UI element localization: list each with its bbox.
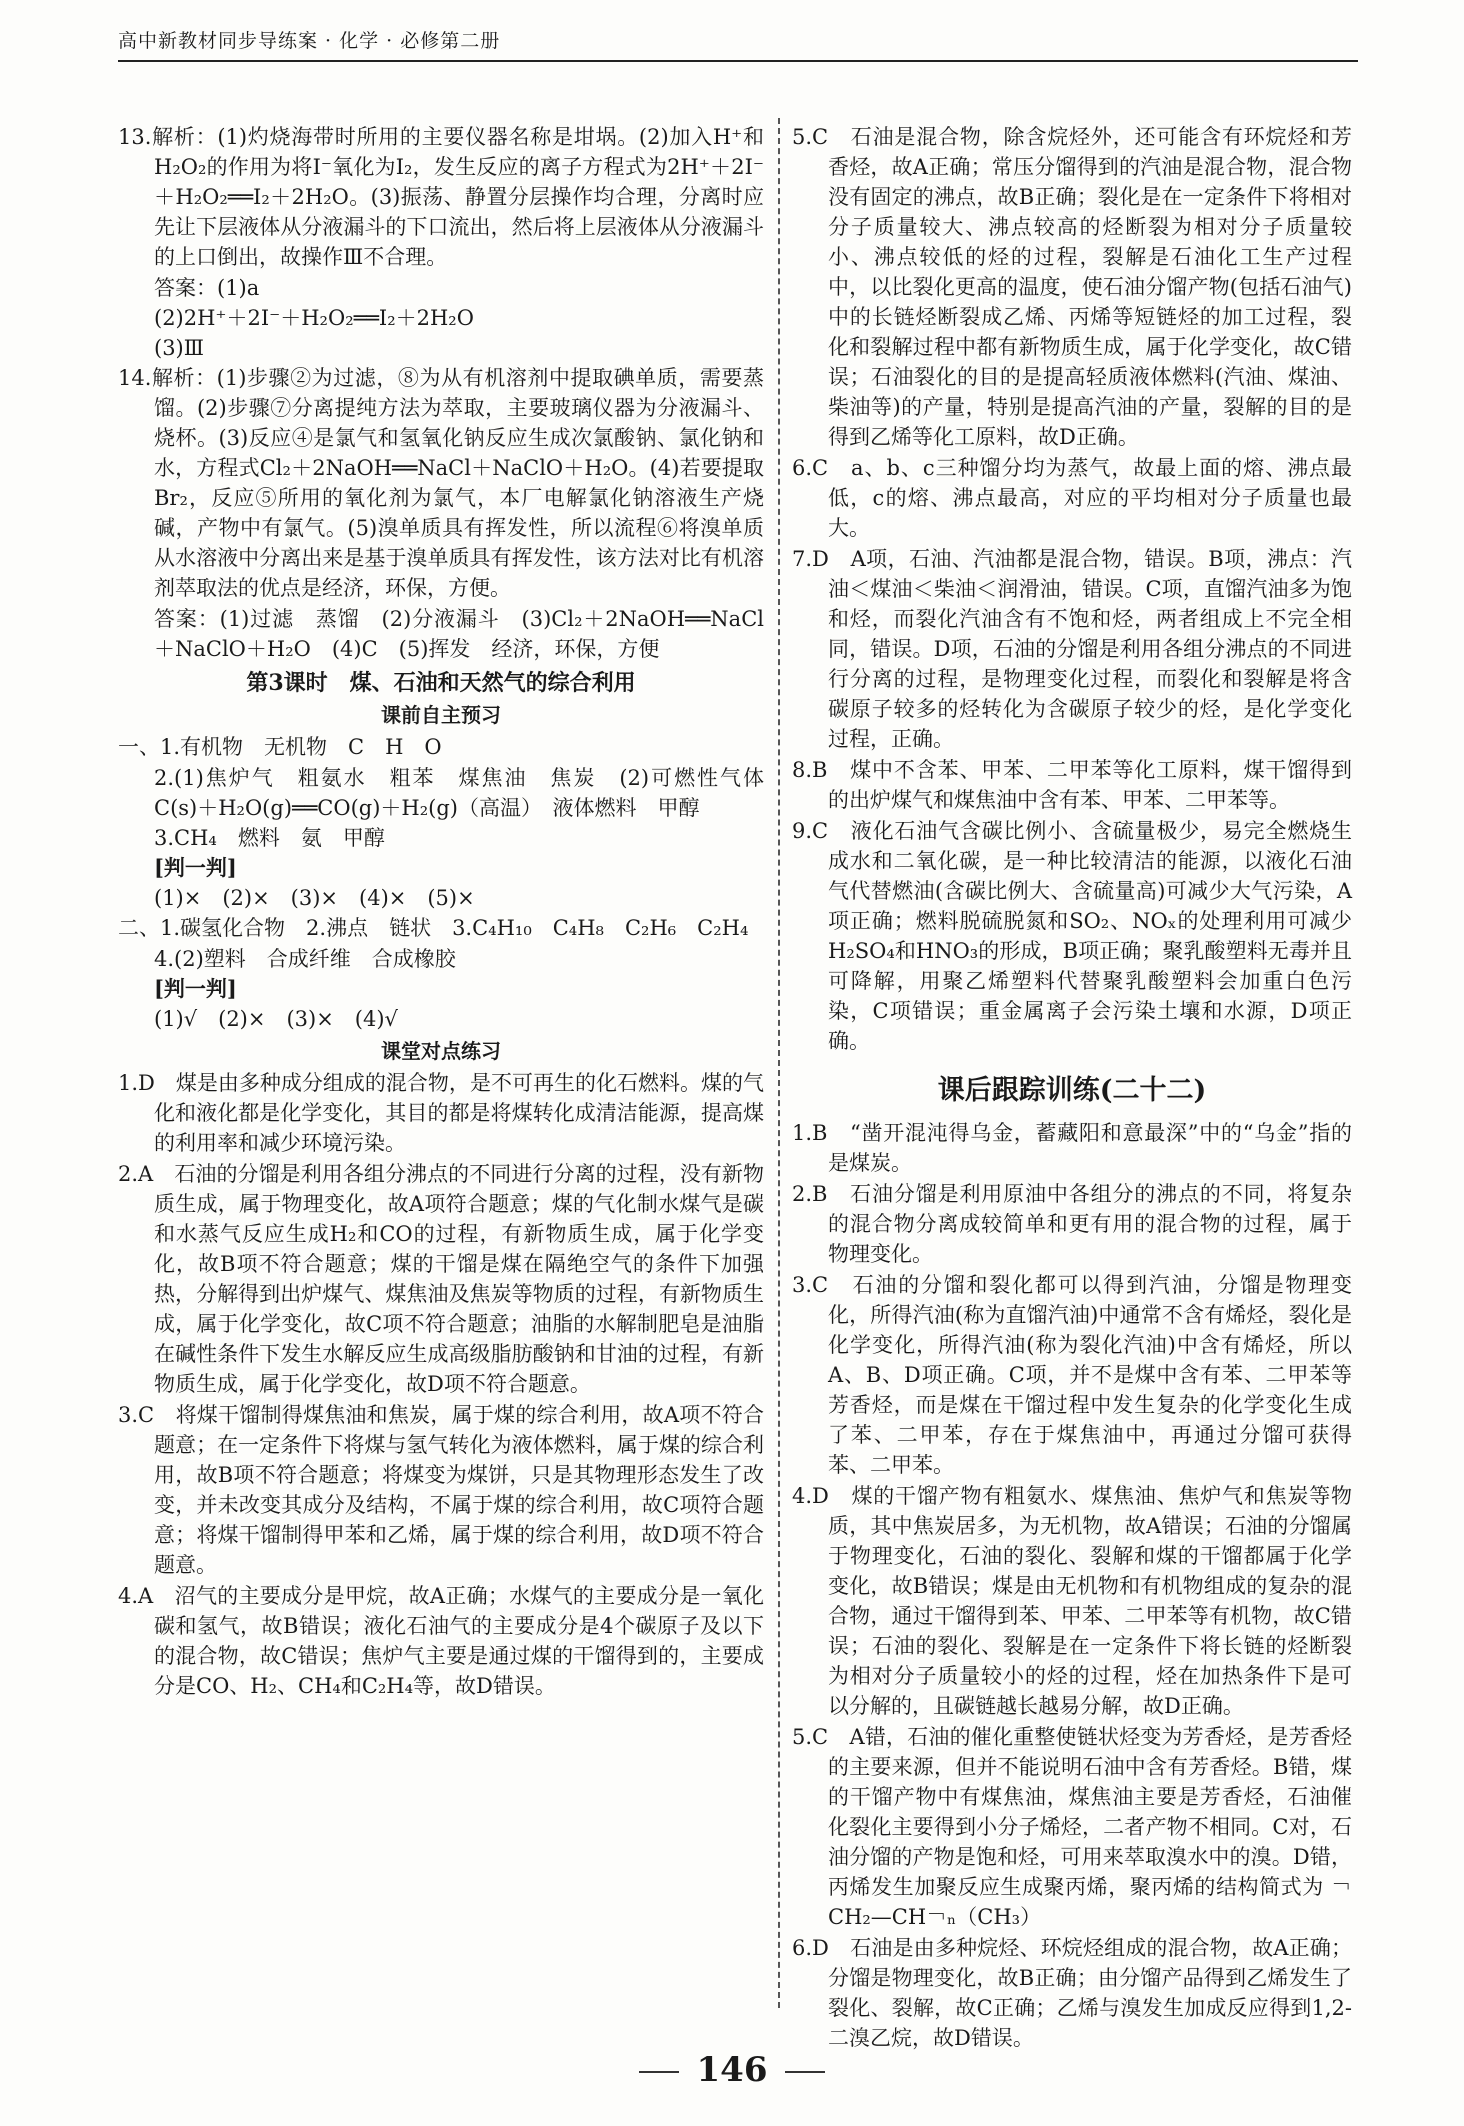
after-class-answer-6: 6.D 石油是由多种烷烃、环烷烃组成的混合物，故A正确；分馏是物理变化，故B正确；由分馏产品得到乙烯发生了裂化、裂解，故C正确；乙烯与溴发生加成反应得到1,2-二溴乙烷，故D错误。 [792,1936,1352,2050]
right-column [792,122,1352,2054]
classroom-answer-6: 6.C a、b、c三种馏分均为蒸气，故最上面的熔、沸点最低，c的熔、沸点最高，对应的平均相对分子质量也最大。 [792,456,1352,540]
preview-2-4: 4.(2)塑料 合成纤维 合成橡胶 [154,947,456,971]
page-number-value: 146 [696,2050,768,2090]
after-class-answer-2: 2.B 石油分馏是利用原油中各组分的沸点的不同，将复杂的混合物分离成较简单和更有用的混合物的过程，属于物理变化。 [792,1182,1352,1266]
after-class-answer-3: 3.C 石油的分馏和裂化都可以得到汽油，分馏是物理变化，所得汽油(称为直馏汽油)中通常不含有烯烃，裂化是化学变化，所得汽油(称为裂化汽油)中含有烯烃，所以A、B、D项正确。C项，并不是煤中含有苯、二甲苯等芳香烃，而是煤在干馏过程中发生复杂的化学变化生成了苯、二甲苯，存在于煤焦油中，再通过分馏可获得苯、二甲苯。 [792,1273,1352,1477]
answer-13-key-3: (3)Ⅲ [154,336,204,360]
after-class-answer-4: 4.D 煤的干馏产物有粗氨水、煤焦油、焦炉气和焦炭等物质，其中焦炭居多，为无机物，故A错误；石油的分馏属于物理变化，石油的裂化、裂解和煤的干馏都属于化学变化，故B错误；煤是由无机物和有机物组成的复杂的混合物，通过干馏得到苯、甲苯、二甲苯等有机物，故C错误；石油的裂化、裂解是在一定条件下将长链的烃断裂为相对分子质量较小的烃的过程，烃在加热条件下是可以分解的，且碳链越长越易分解，故D正确。 [792,1484,1352,1718]
after-class-answer-1: 1.B “凿开混沌得乌金，蓄藏阳和意最深”中的“乌金”指的是煤炭。 [792,1121,1352,1175]
column-divider [778,118,780,2008]
header-rule [118,60,1358,62]
classroom-answer-8: 8.B 煤中不含苯、甲苯、二甲苯等化工原料，煤干馏得到的出炉煤气和煤焦油中含有苯、甲苯、二甲苯等。 [792,758,1352,812]
left-column [118,122,785,1702]
preview-2-1: 二、1.碳氢化合物 2.沸点 链状 3.C₄H₁₀ C₄H₈ C₂H₆ C₂H₄ [118,916,749,940]
classroom-answer-9: 9.C 液化石油气含碳比例小、含硫量极少，易完全燃烧生成水和二氧化碳，是一种比较清洁的能源，以液化石油气代替燃油(含碳比例大、含硫量高)可减少大气污染，A项正确；燃料脱硫脱氮和SO₂、NOₓ的处理利用可减少H₂SO₄和HNO₃的形成，B项正确；聚乳酸塑料无毒并且可降解，用聚乙烯塑料代替聚乳酸塑料会加重白色污染，C项错误；重金属离子会污染土壤和水源，D项正确。 [792,819,1352,1053]
preview-1-2: 2.(1)焦炉气 粗氨水 粗苯 煤焦油 焦炭 (2)可燃性气体 C(s)＋H₂O(g)══CO(g)＋H₂(g)（高温） 液体燃料 甲醇 [154,766,785,820]
preview-heading: 课前自主预习 [381,703,501,727]
judge-answers-1: (1)× (2)× (3)× (4)× (5)× [154,886,475,910]
after-class-answer-5: 5.C A错，石油的催化重整使链状烃变为芳香烃，是芳香烃的主要来源，但并不能说明石油中含有芳香烃。B错，煤的干馏产物中有煤焦油，煤焦油主要是芳香烃，石油催化裂化主要得到小分子烯烃，二者产物不相同。C对，石油分馏的产物是饱和烃，可用来萃取溴水中的溴。D错，丙烯发生加聚反应生成聚丙烯，聚丙烯的结构简式为 ￢CH₂—CH￢ₙ（CH₃） [792,1725,1352,1929]
classroom-heading: 课堂对点练习 [381,1039,501,1063]
page-number [0,2050,1464,2090]
judge-heading-2: [判一判] [154,976,237,1001]
classroom-answer-4: 4.A 沼气的主要成分是甲烷，故A正确；水煤气的主要成分是一氧化碳和氢气，故B错误；液化石油气的主要成分是4个碳原子及以下的混合物，故C错误；焦炉气主要是通过煤的干馏得到的，主要成分是CO、H₂、CH₄和C₂H₄等，故D错误。 [118,1584,764,1698]
page-number-dash-right [785,2071,825,2073]
answer-13-key-1: 答案：(1)a [154,276,260,300]
classroom-answer-2: 2.A 石油的分馏是利用各组分沸点的不同进行分离的过程，没有新物质生成，属于物理变化，故A项符合题意；煤的气化制水煤气是碳和水蒸气反应生成H₂和CO的过程，有新物质生成，属于化学变化，故B项不符合题意；煤的干馏是煤在隔绝空气的条件下加强热，分解得到出炉煤气、煤焦油及焦炭等物质的过程，有新物质生成，属于化学变化，故C项不符合题意；油脂的水解制肥皂是油脂在碱性条件下发生水解反应生成高级脂肪酸钠和甘油的过程，有新物质生成，属于化学变化，故D项不符合题意。 [118,1162,764,1396]
preview-1-3: 3.CH₄ 燃料 氨 甲醇 [154,826,385,850]
preview-1-1: 一、1.有机物 无机物 C H O [118,735,442,759]
answer-13-analysis: 13.解析：(1)灼烧海带时所用的主要仪器名称是坩埚。(2)加入H⁺和H₂O₂的作用为将I⁻氧化为I₂，发生反应的离子方程式为2H⁺＋2I⁻＋H₂O₂══I₂＋2H₂O。(3)振荡、静置分层操作均合理，分离时应先让下层液体从分液漏斗的下口流出，然后将上层液体从分液漏斗的上口倒出，故操作Ⅲ不合理。 [118,125,764,269]
answer-13-key-2: (2)2H⁺＋2I⁻＋H₂O₂══I₂＋2H₂O [154,306,474,330]
after-class-heading: 课后跟踪训练(二十二) [937,1075,1207,1106]
classroom-answer-3: 3.C 将煤干馏制得煤焦油和焦炭，属于煤的综合利用，故A项不符合题意；在一定条件下将煤与氢气转化为液体燃料，属于煤的综合利用，故B项不符合题意；将煤变为煤饼，只是其物理形态发生了改变，并未改变其成分及结构，不属于煤的综合利用，故C项符合题意；将煤干馏制得甲苯和乙烯，属于煤的综合利用，故D项不符合题意。 [118,1403,764,1577]
classroom-answer-1: 1.D 煤是由多种成分组成的混合物，是不可再生的化石燃料。煤的气化和液化都是化学变化，其目的都是将煤转化成清洁能源，提高煤的利用率和减少环境污染。 [118,1071,764,1155]
answer-14-analysis: 14.解析：(1)步骤②为过滤，⑧为从有机溶剂中提取碘单质，需要蒸馏。(2)步骤⑦分离提纯方法为萃取，主要玻璃仪器为分液漏斗、烧杯。(3)反应④是氯气和氢氧化钠反应生成次氯酸钠、氯化钠和水，方程式Cl₂＋2NaOH══NaCl＋NaClO＋H₂O。(4)若要提取Br₂，反应⑤所用的氧化剂为氯气，本厂电解氯化钠溶液生产烧碱，产物中有氯气。(5)溴单质具有挥发性，所以流程⑥将溴单质从水溶液中分离出来是基于溴单质具有挥发性，该方法对比有机溶剂萃取法的优点是经济，环保，方便。 [118,366,764,600]
lesson-title: 第3课时 煤、石油和天然气的综合利用 [246,670,636,696]
answer-14-key: 答案：(1)过滤 蒸馏 (2)分液漏斗 (3)Cl₂＋2NaOH══NaCl＋NaClO＋H₂O (4)C (5)挥发 经济，环保，方便 [154,607,764,661]
page-number-dash-left [639,2071,679,2073]
classroom-answer-7: 7.D A项，石油、汽油都是混合物，错误。B项，沸点：汽油＜煤油＜柴油＜润滑油，错误。C项，直馏汽油多为饱和烃，而裂化汽油含有不饱和烃，两者组成上不完全相同，错误。D项，石油的分馏是利用各组分沸点的不同进行分离的过程，是物理变化过程，而裂化和裂解是将含碳原子较多的烃转化为含碳原子较少的烃，是化学变化过程，正确。 [792,547,1352,751]
judge-answers-2: (1)√ (2)× (3)× (4)√ [154,1007,398,1031]
judge-heading-1: [判一判] [154,855,237,880]
classroom-answer-5: 5.C 石油是混合物，除含烷烃外，还可能含有环烷烃和芳香烃，故A正确；常压分馏得到的汽油是混合物，混合物没有固定的沸点，故B正确；裂化是在一定条件下将相对分子质量较大、沸点较高的烃断裂为相对分子质量较小、沸点较低的烃的过程，裂解是石油化工生产过程中，以比裂化更高的温度，使石油分馏产物(包括石油气)中的长链烃断裂成乙烯、丙烯等短链烃的加工过程，裂化和裂解过程中都有新物质生成，属于化学变化，故C错误；石油裂化的目的是提高轻质液体燃料(汽油、煤油、柴油等)的产量，特别是提高汽油的产量，裂解的目的是得到乙烯等化工原料，故D正确。 [792,125,1352,449]
running-header: 高中新教材同步导练案 · 化学 · 必修第二册 [118,30,501,52]
